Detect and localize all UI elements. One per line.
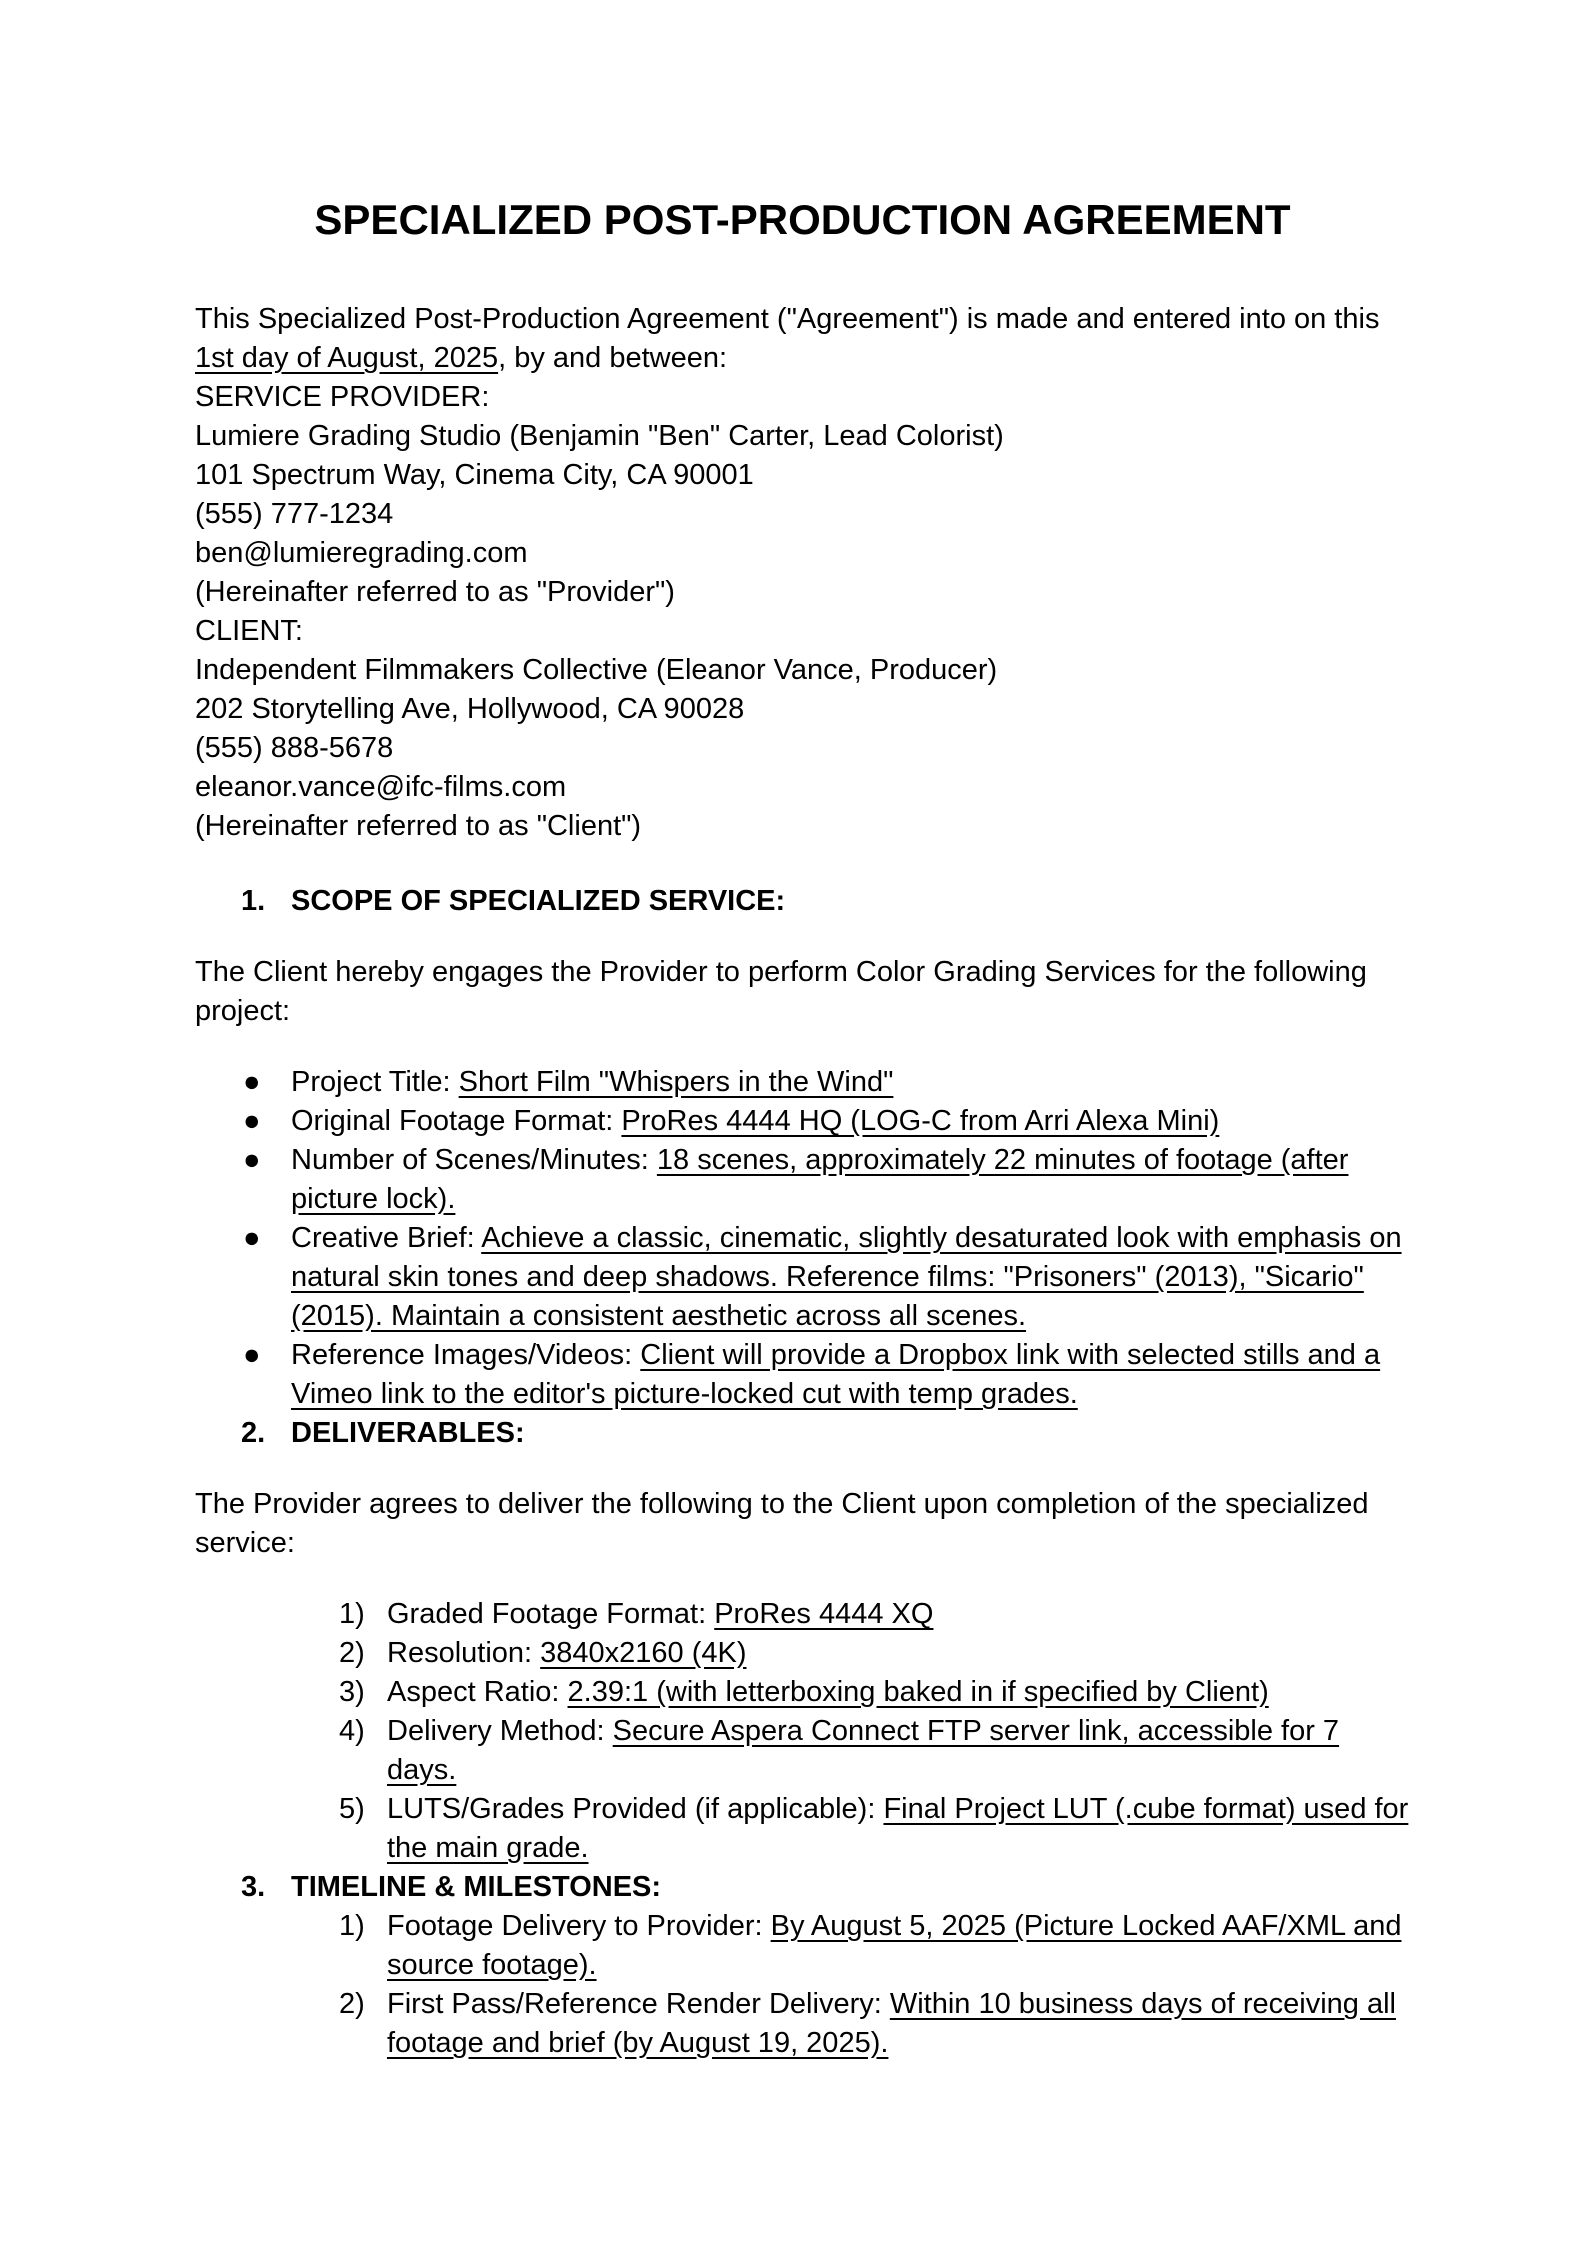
list-item: 1) Graded Footage Format: ProRes 4444 XQ: [339, 1598, 934, 1630]
document-page: [195, 190, 1410, 2063]
provider-ref: (Hereinafter referred to as "Provider"): [195, 576, 675, 608]
document-title: SPECIALIZED POST-PRODUCTION AGREEMENT: [314, 196, 1291, 243]
provider-phone: (555) 777-1234: [195, 498, 394, 530]
list-item: ● Creative Brief: Achieve a classic, cinematic, slightly desaturated look with emphasis on natural skin tones and deep shadows. Reference films: "Prisoners" (2013), "Sicario" (2015). Maintain a consistent aesthetic across all scenes.: [195, 1219, 1410, 1336]
intro-paragraph: [195, 300, 1410, 378]
section-1-text: The Client hereby engages the Provider to perform Color Grading Services for the following project:: [195, 956, 1367, 1027]
list-item: ● Original Footage Format: ProRes 4444 HQ (LOG-C from Arri Alexa Mini): [195, 1102, 1410, 1141]
section-1-number: 1.: [241, 885, 266, 917]
list-item: 2) Resolution: 3840x2160 (4K): [339, 1637, 747, 1669]
section-1-heading: [195, 882, 1410, 921]
timeline-list: [195, 1907, 1410, 2063]
scope-list: [195, 1063, 1410, 1414]
list-item: ● Reference Images/Videos: Client will provide a Dropbox link with selected stills and a Vimeo link to the editor's picture-locked cut with temp grades.: [195, 1336, 1410, 1414]
section-2-number: 2.: [241, 1417, 266, 1449]
section-3-number: 3.: [241, 1871, 266, 1903]
bullet-icon: ●: [243, 1144, 261, 1176]
intro-text: This Specialized Post-Production Agreement ("Agreement") is made and entered into on this: [195, 303, 1380, 335]
list-item: 1) Footage Delivery to Provider: By August 5, 2025 (Picture Locked AAF/XML and source footage).: [339, 1910, 1402, 1981]
client-name: Independent Filmmakers Collective (Eleanor Vance, Producer): [195, 654, 998, 686]
list-item: ● Project Title: Short Film "Whispers in the Wind": [195, 1063, 1410, 1102]
client-email: eleanor.vance@ifc-films.com: [195, 771, 567, 803]
list-item: 5) LUTS/Grades Provided (if applicable): Final Project LUT (.cube format) used for the main grade.: [339, 1793, 1409, 1864]
provider-label: SERVICE PROVIDER:: [195, 381, 490, 413]
list-item: 3) Aspect Ratio: 2.39:1 (with letterboxing baked in if specified by Client): [339, 1676, 1269, 1708]
bullet-icon: ●: [243, 1339, 261, 1371]
section-2-text: The Provider agrees to deliver the following to the Client upon completion of the specialized service:: [195, 1488, 1369, 1559]
client-address: 202 Storytelling Ave, Hollywood, CA 90028: [195, 693, 745, 725]
agreement-date: 1st day of August, 2025: [195, 342, 499, 374]
bullet-icon: ●: [243, 1066, 261, 1098]
bullet-icon: ●: [243, 1105, 261, 1137]
client-block: [195, 612, 1410, 846]
client-phone: (555) 888-5678: [195, 732, 394, 764]
intro-tail: , by and between:: [498, 342, 728, 374]
bullet-icon: ●: [243, 1222, 261, 1254]
list-item: 4) Delivery Method: Secure Aspera Connect FTP server link, accessible for 7 days.: [339, 1715, 1340, 1786]
client-ref: (Hereinafter referred to as "Client"): [195, 810, 642, 842]
list-item: 2) First Pass/Reference Render Delivery: Within 10 business days of receiving all footage and brief (by August 19, 2025).: [339, 1988, 1396, 2059]
section-2-title: DELIVERABLES:: [291, 1417, 525, 1449]
provider-block: [195, 378, 1410, 612]
provider-name: Lumiere Grading Studio (Benjamin "Ben" Carter, Lead Colorist): [195, 420, 1004, 452]
deliverables-list: [195, 1595, 1410, 1868]
section-3-heading: [195, 1868, 1410, 1907]
provider-email: ben@lumieregrading.com: [195, 537, 528, 569]
section-2-heading: [195, 1414, 1410, 1453]
provider-address: 101 Spectrum Way, Cinema City, CA 90001: [195, 459, 754, 491]
section-1-title: SCOPE OF SPECIALIZED SERVICE:: [291, 885, 786, 917]
client-label: CLIENT:: [195, 615, 303, 647]
list-item: ● Number of Scenes/Minutes: 18 scenes, approximately 22 minutes of footage (after picture lock).: [195, 1141, 1410, 1219]
section-3-title: TIMELINE & MILESTONES:: [291, 1871, 662, 1903]
